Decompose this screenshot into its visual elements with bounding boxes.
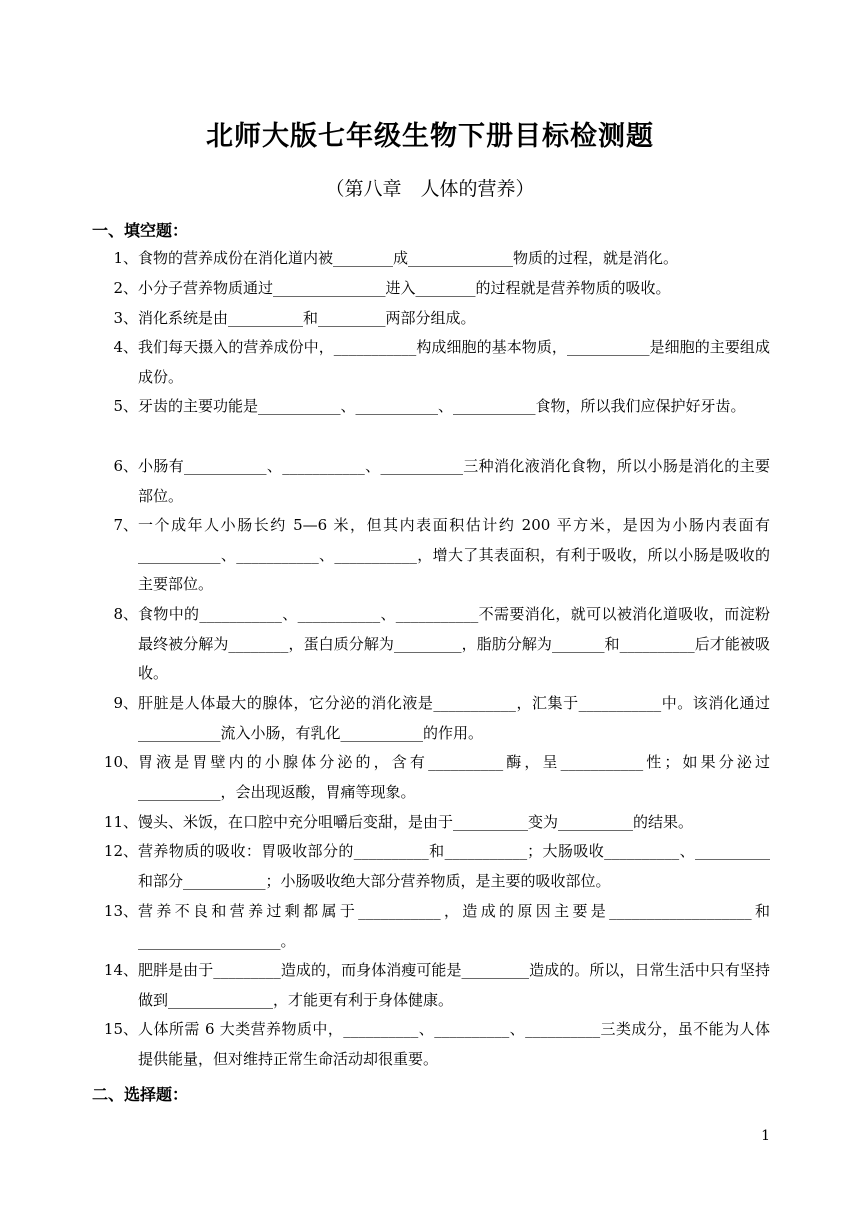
question-8	[100, 600, 770, 689]
question-text: 食物的营养成份在消化道内被________成______________物质的过程，就是消化。	[138, 249, 679, 267]
question-text: 胃液是胃壁内的小腺体分泌的，含有__________酶，呈___________性；如果分泌过___________，会出现返酸，胃痛等现象。	[138, 753, 770, 801]
question-5	[100, 392, 770, 422]
question-number: 8、	[113, 605, 138, 623]
document-subtitle: （第八章 人体的营养）	[325, 178, 535, 200]
question-12	[100, 837, 770, 896]
question-9	[100, 689, 770, 748]
question-number: 4、	[113, 338, 138, 356]
question-7	[100, 511, 770, 600]
question-4	[100, 333, 770, 392]
section-heading-multiple-choice: 二、选择题：	[92, 1085, 189, 1104]
question-text: 一个成年人小肠长约 5—6 米，但其内表面积估计约 200 平方米，是因为小肠内表面有___________、___________、___________，增大了其表面积，有利于吸收，所以小肠是吸收的主要部位。	[138, 516, 770, 593]
question-text: 小分子营养物质通过_______________进入________的过程就是营养物质的吸收。	[138, 279, 671, 297]
question-number: 9、	[113, 694, 138, 712]
question-number: 2、	[113, 279, 138, 297]
question-number: 14、	[103, 961, 138, 979]
question-text: 我们每天摄入的营养成份中，___________构成细胞的基本物质，___________是细胞的主要组成成份。	[138, 338, 770, 386]
question-number: 3、	[113, 309, 138, 327]
question-number: 5、	[113, 397, 138, 415]
question-14	[100, 956, 770, 1015]
page-number: 1	[761, 1128, 770, 1144]
question-number: 10、	[103, 753, 138, 771]
question-number: 11、	[103, 813, 138, 831]
question-text: 牙齿的主要功能是___________、___________、___________食物，所以我们应保护好牙齿。	[138, 397, 746, 415]
question-1	[100, 244, 770, 274]
question-13	[100, 897, 770, 956]
question-text: 营养物质的吸收：胃吸收部分的__________和___________；大肠吸收__________、__________和部分___________；小肠吸收绝大部分营养物质，是主要的吸收部位。	[138, 842, 770, 890]
question-11	[100, 808, 770, 838]
question-3	[100, 304, 770, 334]
question-text: 人体所需 6 大类营养物质中，__________、__________、__________三类成分，虽不能为人体提供能量，但对维持正常生命活动却很重要。	[138, 1020, 770, 1068]
question-2	[100, 274, 770, 304]
question-number: 7、	[113, 516, 138, 534]
question-number: 15、	[103, 1020, 138, 1038]
question-number: 1、	[113, 249, 138, 267]
question-6	[100, 452, 770, 511]
document-title: 北师大版七年级生物下册目标检测题	[206, 121, 654, 152]
section-heading-fill-blank: 一、填空题：	[92, 221, 189, 240]
question-15	[100, 1015, 770, 1074]
question-text: 小肠有___________、___________、___________三种消化液消化食物，所以小肠是消化的主要部位。	[138, 457, 770, 505]
question-text: 馒头、米饭，在口腔中充分咀嚼后变甜，是由于__________变为__________的结果。	[138, 813, 694, 831]
question-number: 6、	[113, 457, 138, 475]
question-text: 食物中的___________、___________、___________不需要消化，就可以被消化道吸收，而淀粉最终被分解为________，蛋白质分解为_________，脂肪分解为_______和__________后才能被吸收。	[138, 605, 770, 682]
question-text: 肝脏是人体最大的腺体，它分泌的消化液是___________，汇集于___________中。该消化通过___________流入小肠，有乳化___________的作用。	[138, 694, 770, 742]
question-10	[100, 748, 770, 807]
question-text: 消化系统是由__________和_________两部分组成。	[138, 309, 476, 327]
question-text: 肥胖是由于_________造成的，而身体消瘦可能是_________造成的。所以，日常生活中只有坚持做到______________，才能更有利于身体健康。	[138, 961, 770, 1009]
question-text: 营养不良和营养过剩都属于___________，造成的原因主要是___________________和___________________。	[138, 902, 770, 950]
question-number: 12、	[103, 842, 138, 860]
question-number: 13、	[103, 902, 138, 920]
